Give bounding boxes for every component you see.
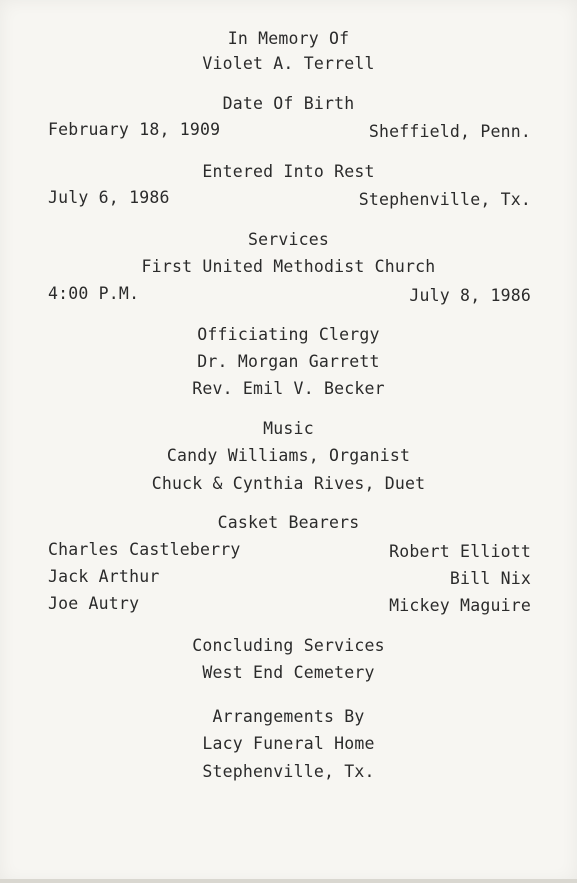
bearer-name: Jack Arthur <box>48 567 160 586</box>
music-performer: Candy Williams, Organist <box>166 446 411 465</box>
rest-place: Stephenville, Tx. <box>358 190 531 209</box>
services-date: July 8, 1986 <box>409 286 531 305</box>
clergy-name: Dr. Morgan Garrett <box>197 352 380 371</box>
birth-place: Sheffield, Penn. <box>368 122 531 141</box>
birth-heading: Date Of Birth <box>222 94 355 113</box>
bearer-name: Robert Elliott <box>389 542 531 561</box>
bearer-name: Charles Castleberry <box>48 540 241 559</box>
rest-date: July 6, 1986 <box>48 188 170 207</box>
arrangements-heading: Arrangements By <box>212 707 365 726</box>
services-time: 4:00 P.M. <box>48 284 140 303</box>
memorial-heading: In Memory Of <box>227 29 350 48</box>
bearer-name: Bill Nix <box>449 569 531 588</box>
services-heading: Services <box>247 230 330 249</box>
bearer-name: Joe Autry <box>48 594 140 613</box>
casket-bearers-heading: Casket Bearers <box>217 513 360 532</box>
funeral-home: Lacy Funeral Home <box>202 734 375 753</box>
clergy-name: Rev. Emil V. Becker <box>192 379 385 398</box>
concluding-location: West End Cemetery <box>202 663 375 682</box>
rest-heading: Entered Into Rest <box>202 162 375 181</box>
birth-date: February 18, 1909 <box>48 120 221 139</box>
concluding-heading: Concluding Services <box>192 636 385 655</box>
clergy-heading: Officiating Clergy <box>197 325 380 344</box>
music-heading: Music <box>263 419 314 438</box>
music-performer: Chuck & Cynthia Rives, Duet <box>151 474 426 493</box>
bearer-name: Mickey Maguire <box>389 596 531 615</box>
services-location: First United Methodist Church <box>141 257 436 276</box>
deceased-name: Violet A. Terrell <box>202 54 375 73</box>
funeral-home-city: Stephenville, Tx. <box>202 762 375 781</box>
